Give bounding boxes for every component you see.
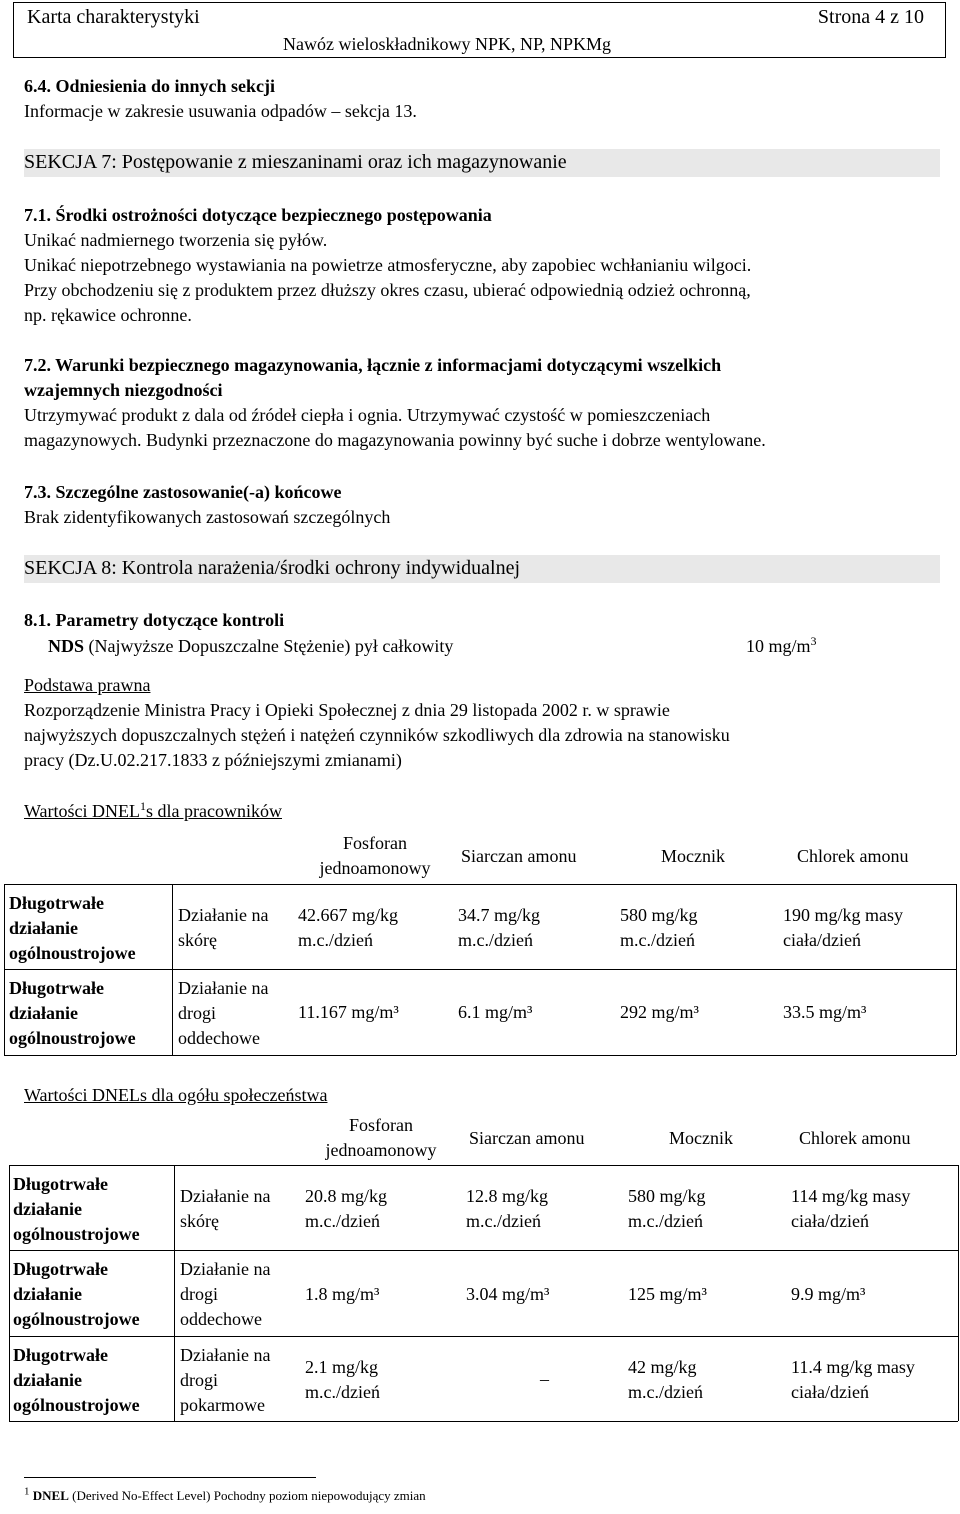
table2-row-label: Długotrwałe działanie ogólnoustrojowe — [13, 1259, 140, 1329]
section-7-1-line: Przy obchodzeniu się z produktem przez dłuższy okres czasu, ubierać odpowiednią odzież ochronną, — [24, 280, 751, 300]
table2-cell-siarczan: 3.04 mg/m³ — [466, 1284, 550, 1304]
table2-col-siarczan: Siarczan amonu — [469, 1128, 585, 1148]
table2-col-fosforan: Fosforan jednoamonowy — [325, 1115, 437, 1160]
table2-title: Wartości DNELs dla ogółu społeczeństwa — [24, 1085, 328, 1105]
table2-row-label: Długotrwałe działanie ogólnoustrojowe — [13, 1345, 140, 1415]
section-7-2-heading: 7.2. Warunki bezpiecznego magazynowania, łącznie z informacjami dotyczącymi wszelkich — [24, 355, 722, 375]
table1-col-mocznik: Mocznik — [661, 846, 725, 866]
table2-cell-chlorek: 11.4 mg/kg masy ciała/dzień — [791, 1357, 915, 1402]
table2-cell-siarczan: – — [540, 1369, 549, 1389]
nds-value-sup: 3 — [810, 634, 817, 648]
section-6-4-heading: 6.4. Odniesienia do innych sekcji — [24, 76, 276, 96]
section-7-2-heading-cont: wzajemnych niezgodności — [24, 380, 223, 400]
table2-col-chlorek: Chlorek amonu — [799, 1128, 911, 1148]
legal-basis-line: pracy (Dz.U.02.217.1833 z późniejszymi zmianami) — [24, 750, 402, 770]
table2-row-route: Działanie na drogi pokarmowe — [180, 1345, 271, 1415]
table2-cell-fosforan: 1.8 mg/m³ — [305, 1284, 380, 1304]
table2-cell-chlorek: 114 mg/kg masy ciała/dzień — [791, 1186, 911, 1231]
section-7-1-line: Unikać niepotrzebnego wystawiania na powietrze atmosferyczne, aby zapobiec wchłanianiu wilgoci. — [24, 255, 752, 275]
footnote-abbr: DNEL — [32, 1488, 69, 1503]
table1-row-route: Działanie na skórę — [178, 905, 269, 950]
table2-row-label: Długotrwałe działanie ogólnoustrojowe — [13, 1174, 140, 1244]
product-name: Nawóz wieloskładnikowy NPK, NP, NPKMg — [283, 34, 611, 54]
table1-col-chlorek: Chlorek amonu — [797, 846, 909, 866]
section-7-2-line: magazynowych. Budynki przeznaczone do magazynowania powinny być suche i dobrze wentylowane. — [24, 430, 766, 450]
nds-abbr: NDS — [48, 636, 85, 656]
table1-cell-fosforan: 11.167 mg/m³ — [298, 1002, 399, 1022]
table1-row-route: Działanie na drogi oddechowe — [178, 978, 269, 1048]
table1-cell-fosforan: 42.667 mg/kg m.c./dzień — [298, 905, 399, 950]
table2-cell-siarczan: 12.8 mg/kg m.c./dzień — [466, 1186, 549, 1231]
section-7-1-line: Unikać nadmiernego tworzenia się pyłów. — [24, 230, 328, 250]
page-number: Strona 4 z 10 — [817, 6, 924, 28]
section-6-4-text: Informacje w zakresie usuwania odpadów – sekcja 13. — [24, 101, 417, 121]
section-8-1-heading: 8.1. Parametry dotyczące kontroli — [24, 610, 285, 630]
section-7-1-line: np. rękawice ochronne. — [24, 305, 192, 325]
table1-cell-chlorek: 190 mg/kg masy ciała/dzień — [783, 905, 903, 950]
section-7-heading: SEKCJA 7: Postępowanie z mieszaninami oraz ich magazynowanie — [24, 151, 567, 173]
table2-cell-mocznik: 125 mg/m³ — [628, 1284, 707, 1304]
table1-col-fosforan: Fosforan jednoamonowy — [319, 833, 431, 878]
table1-cell-mocznik: 292 mg/m³ — [620, 1002, 699, 1022]
table1-title: Wartości DNEL$^1$s dla pracowników — [24, 799, 282, 821]
table2-cell-mocznik: 42 mg/kg m.c./dzień — [628, 1357, 703, 1402]
table1-row-label: Długotrwałe działanie ogólnoustrojowe — [9, 893, 136, 963]
section-7-2-line: Utrzymywać produkt z dala od źródeł ciepła i ognia. Utrzymywać czystość w pomieszczeniach — [24, 405, 711, 425]
document-title: Karta charakterystyki — [27, 6, 200, 28]
table2-row-route: Działanie na skórę — [180, 1186, 271, 1231]
nds-value-number: 10 mg/m — [746, 636, 811, 656]
table2-row-route: Działanie na drogi oddechowe — [180, 1259, 271, 1329]
section-7-1-heading: 7.1. Środki ostrożności dotyczące bezpiecznego postępowania — [24, 205, 492, 225]
nds-value — [746, 634, 817, 659]
section-7-3-text: Brak zidentyfikowanych zastosowań szczególnych — [24, 507, 391, 527]
footnote-text: (Derived No-Effect Level) Pochodny poziom niepowodujący zmian — [72, 1488, 426, 1503]
footnote-rule — [24, 1477, 316, 1478]
footnote: $^1$ DNEL (Derived No-Effect Level) Pochodny poziom niepowodujący zmian — [24, 1485, 426, 1503]
table1-cell-chlorek: 33.5 mg/m³ — [783, 1002, 867, 1022]
table1-cell-mocznik: 580 mg/kg m.c./dzień — [620, 905, 698, 950]
nds-description: (Najwyższe Dopuszczalne Stężenie) pył całkowity — [88, 636, 454, 656]
section-7-3-heading: 7.3. Szczególne zastosowanie(-a) końcowe — [24, 482, 342, 502]
table1-cell-siarczan: 34.7 mg/kg m.c./dzień — [458, 905, 541, 950]
table1-row-label: Długotrwałe działanie ogólnoustrojowe — [9, 978, 136, 1048]
table1-col-siarczan: Siarczan amonu — [461, 846, 577, 866]
legal-basis-label: Podstawa prawna — [24, 675, 151, 695]
table2-cell-chlorek: 9.9 mg/m³ — [791, 1284, 866, 1304]
table2-col-mocznik: Mocznik — [669, 1128, 733, 1148]
section-8-heading: SEKCJA 8: Kontrola narażenia/środki ochrony indywidualnej — [24, 557, 521, 579]
legal-basis-line: Rozporządzenie Ministra Pracy i Opieki Społecznej z dnia 29 listopada 2002 r. w sprawie — [24, 700, 670, 720]
table1-cell-siarczan: 6.1 mg/m³ — [458, 1002, 533, 1022]
legal-basis-line: najwyższych dopuszczalnych stężeń i natężeń czynników szkodliwych dla zdrowia na stanowisku — [24, 725, 730, 745]
table2-cell-fosforan: 20.8 mg/kg m.c./dzień — [305, 1186, 388, 1231]
table2-cell-fosforan: 2.1 mg/kg m.c./dzień — [305, 1357, 380, 1402]
nds-line — [48, 634, 453, 659]
table2-cell-mocznik: 580 mg/kg m.c./dzień — [628, 1186, 706, 1231]
